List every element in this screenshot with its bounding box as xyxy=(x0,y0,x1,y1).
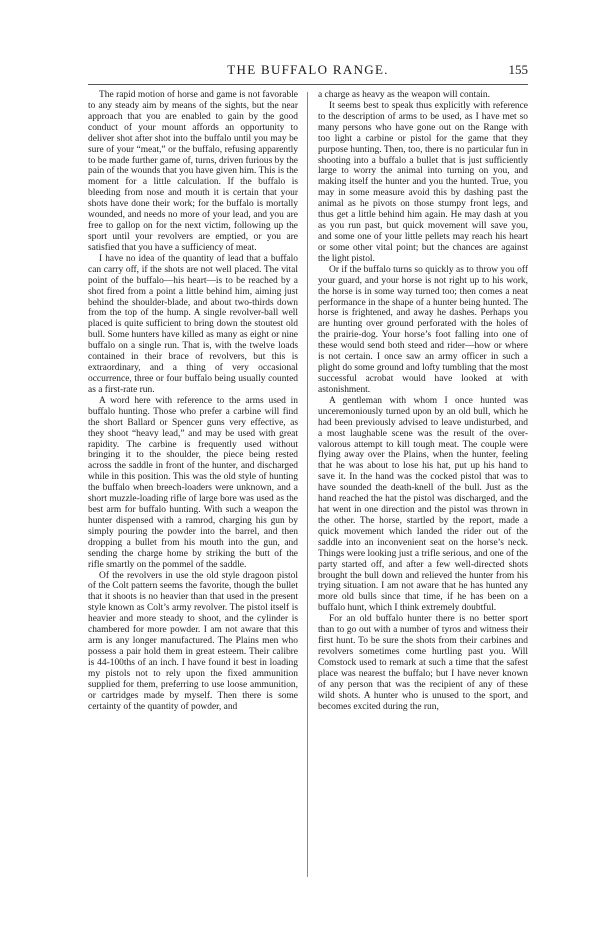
column-divider xyxy=(307,92,308,877)
paragraph: It seems best to speak thus explicitly with reference to the description of arms to be used, as I have met so many persons who have gone out on the Range with too light a carbine or pistol for the game that they purpose hunting. Then, too, there is no particular fun in shooting into a buffalo a bullet that is just sufficiently large to worry the animal into turning on you, and making itself the hunter and you the hunted. True, you may in some measure avoid this by dashing past the animal as he pivots on those stumpy front legs, and thus get a little behind him again. He may dash at you as you run past, but quick movement will save you, and some one of your little pellets may reach his heart or some other vital point; but the chances are against the light pistol. xyxy=(318,100,528,264)
paragraph-continuation: a charge as heavy as the weapon will contain. xyxy=(318,90,490,100)
paragraph: Of the revolvers in use the old style dragoon pistol of the Colt pattern seems the favorite, though the bullet that it shoots is no heavier than that used in the present style known as Colt’s army revolver. The pistol itself is heavier and more steady to shoot, and the cylinder is chambered for more powder. I am not aware that this arm is any longer manufactured. The Plains men who possess a pair hold them in great esteem. Their calibre is 44-100ths of an inch. I have found it best in loading my pistols not to rely upon the fixed ammunition supplied for them, preferring to use loose ammunition, or cartridges made by myself. Then there is some certainty of the quantity of powder, and xyxy=(88,570,298,712)
paragraph: For an old buffalo hunter there is no better sport than to go out with a number of tyros and witness their first hunt. To be sure the shots from their carbines and revolvers sometimes come hurtling past you. Will Comstock used to remark at such a time that the safest place was nearest the buffalo; but I have never known of any person that was the recipient of any of these wild shots. A hunter who is unused to the sport, and becomes excited during the run, xyxy=(318,614,528,712)
paragraph: A gentleman with whom I once hunted was unceremoniously turned upon by an old bull, which he had been previously advised to leave undisturbed, and a most laughable scene was the result of the over-valorous attempt to kill tough meat. The couple were flying away over the Plains, when the hunter, feeling that he was about to lose his hat, put up his hand to save it. In the hand was the cocked pistol that was to have sounded the death-knell of the bull. Just as the hand reached the hat the pistol was discharged, and the hat went in one direction and the pistol was thrown in the other. The horse, startled by the report, made a quick movement which landed the rider out of the saddle into an inconvenient seat on the horse’s neck. Things were looking just a trifle serious, and one of the party started off, and after a few well-directed shots brought the bull down and relieved the hunter from his trying situation. I am not aware that he has hunted any more old bulls since that time, if he has been on a buffalo hunt, which I think extremely doubtful. xyxy=(318,395,528,614)
page-header xyxy=(88,62,528,82)
text-columns xyxy=(88,90,528,880)
running-head: THE BUFFALO RANGE. xyxy=(227,62,389,77)
right-column xyxy=(318,90,528,713)
paragraph: I have no idea of the quantity of lead that a buffalo can carry off, if the shots are not well placed. The vital point of the buffalo—his heart—is to be reached by a shot fired from a point a little behind him, aiming just behind the shoulder-blade, and about two-thirds down from the top of the hump. A single revolver-ball well placed is quite sufficient to bring down the stoutest old bull. Some hunters have killed as many as eight or nine buffalo on a single run. That is, with the twelve loads contained in their brace of revolvers, but this is extraordinary, and a thing of very occasional occurrence, three or four buffalo being usually counted as a first-rate run. xyxy=(88,253,298,395)
paragraph: A word here with reference to the arms used in buffalo hunting. Those who prefer a carbine will find the short Ballard or Spencer guns very effective, as they shoot “heavy lead,” and may be used with great rapidity. The carbine is frequently used without bringing it to the shoulder, the piece being rested across the saddle in front of the hunter, and discharged while in this position. This was the old style of hunting the buffalo when breech-loaders were unknown, and a short muzzle-loading rifle of large bore was used as the best arm for buffalo hunting. With such a weapon the hunter dispensed with a ramrod, charging his gun by simply pouring the powder into the barrel, and then dropping a bullet from his mouth into the gun, and sending the charge home by striking the butt of the rifle smartly on the pommel of the saddle. xyxy=(88,395,298,570)
page-number: 155 xyxy=(508,62,528,77)
paragraph: Or if the buffalo turns so quickly as to throw you off your guard, and your horse is not right up to his work, the horse is in some way turned too; then comes a neat performance in the shape of a hunter being hunted. The horse is frightened, and away he dashes. Perhaps you are hunting over ground perforated with the holes of the prairie-dog. Your horse’s foot falling into one of these would send both steed and rider—how or where is not certain. I once saw an army officer in such a plight do some ground and lofty tumbling that the most successful acrobat would have looked at with astonishment. xyxy=(318,264,528,395)
paragraph: The rapid motion of horse and game is not favorable to any steady aim by means of the sights, but the near approach that you are enabled to gain by the good conduct of your mount affords an opportunity to deliver shot after shot into the buffalo until you may be sure of your “meat,” or the buffalo, refusing apparently to be made further game of, turns, driven furious by the pain of the wounds that you have given him. This is the moment for a little calculation. If the buffalo is bleeding from nose and mouth it is certain that your shots have done their work; for the buffalo is mortally wounded, and needs no more of your lead, and you are free to gallop on for the next victim, following up the sport until your revolvers are emptied, or you are satisfied that you have a sufficiency of meat. xyxy=(88,90,298,253)
header-rule xyxy=(88,84,528,85)
left-column xyxy=(88,90,298,713)
